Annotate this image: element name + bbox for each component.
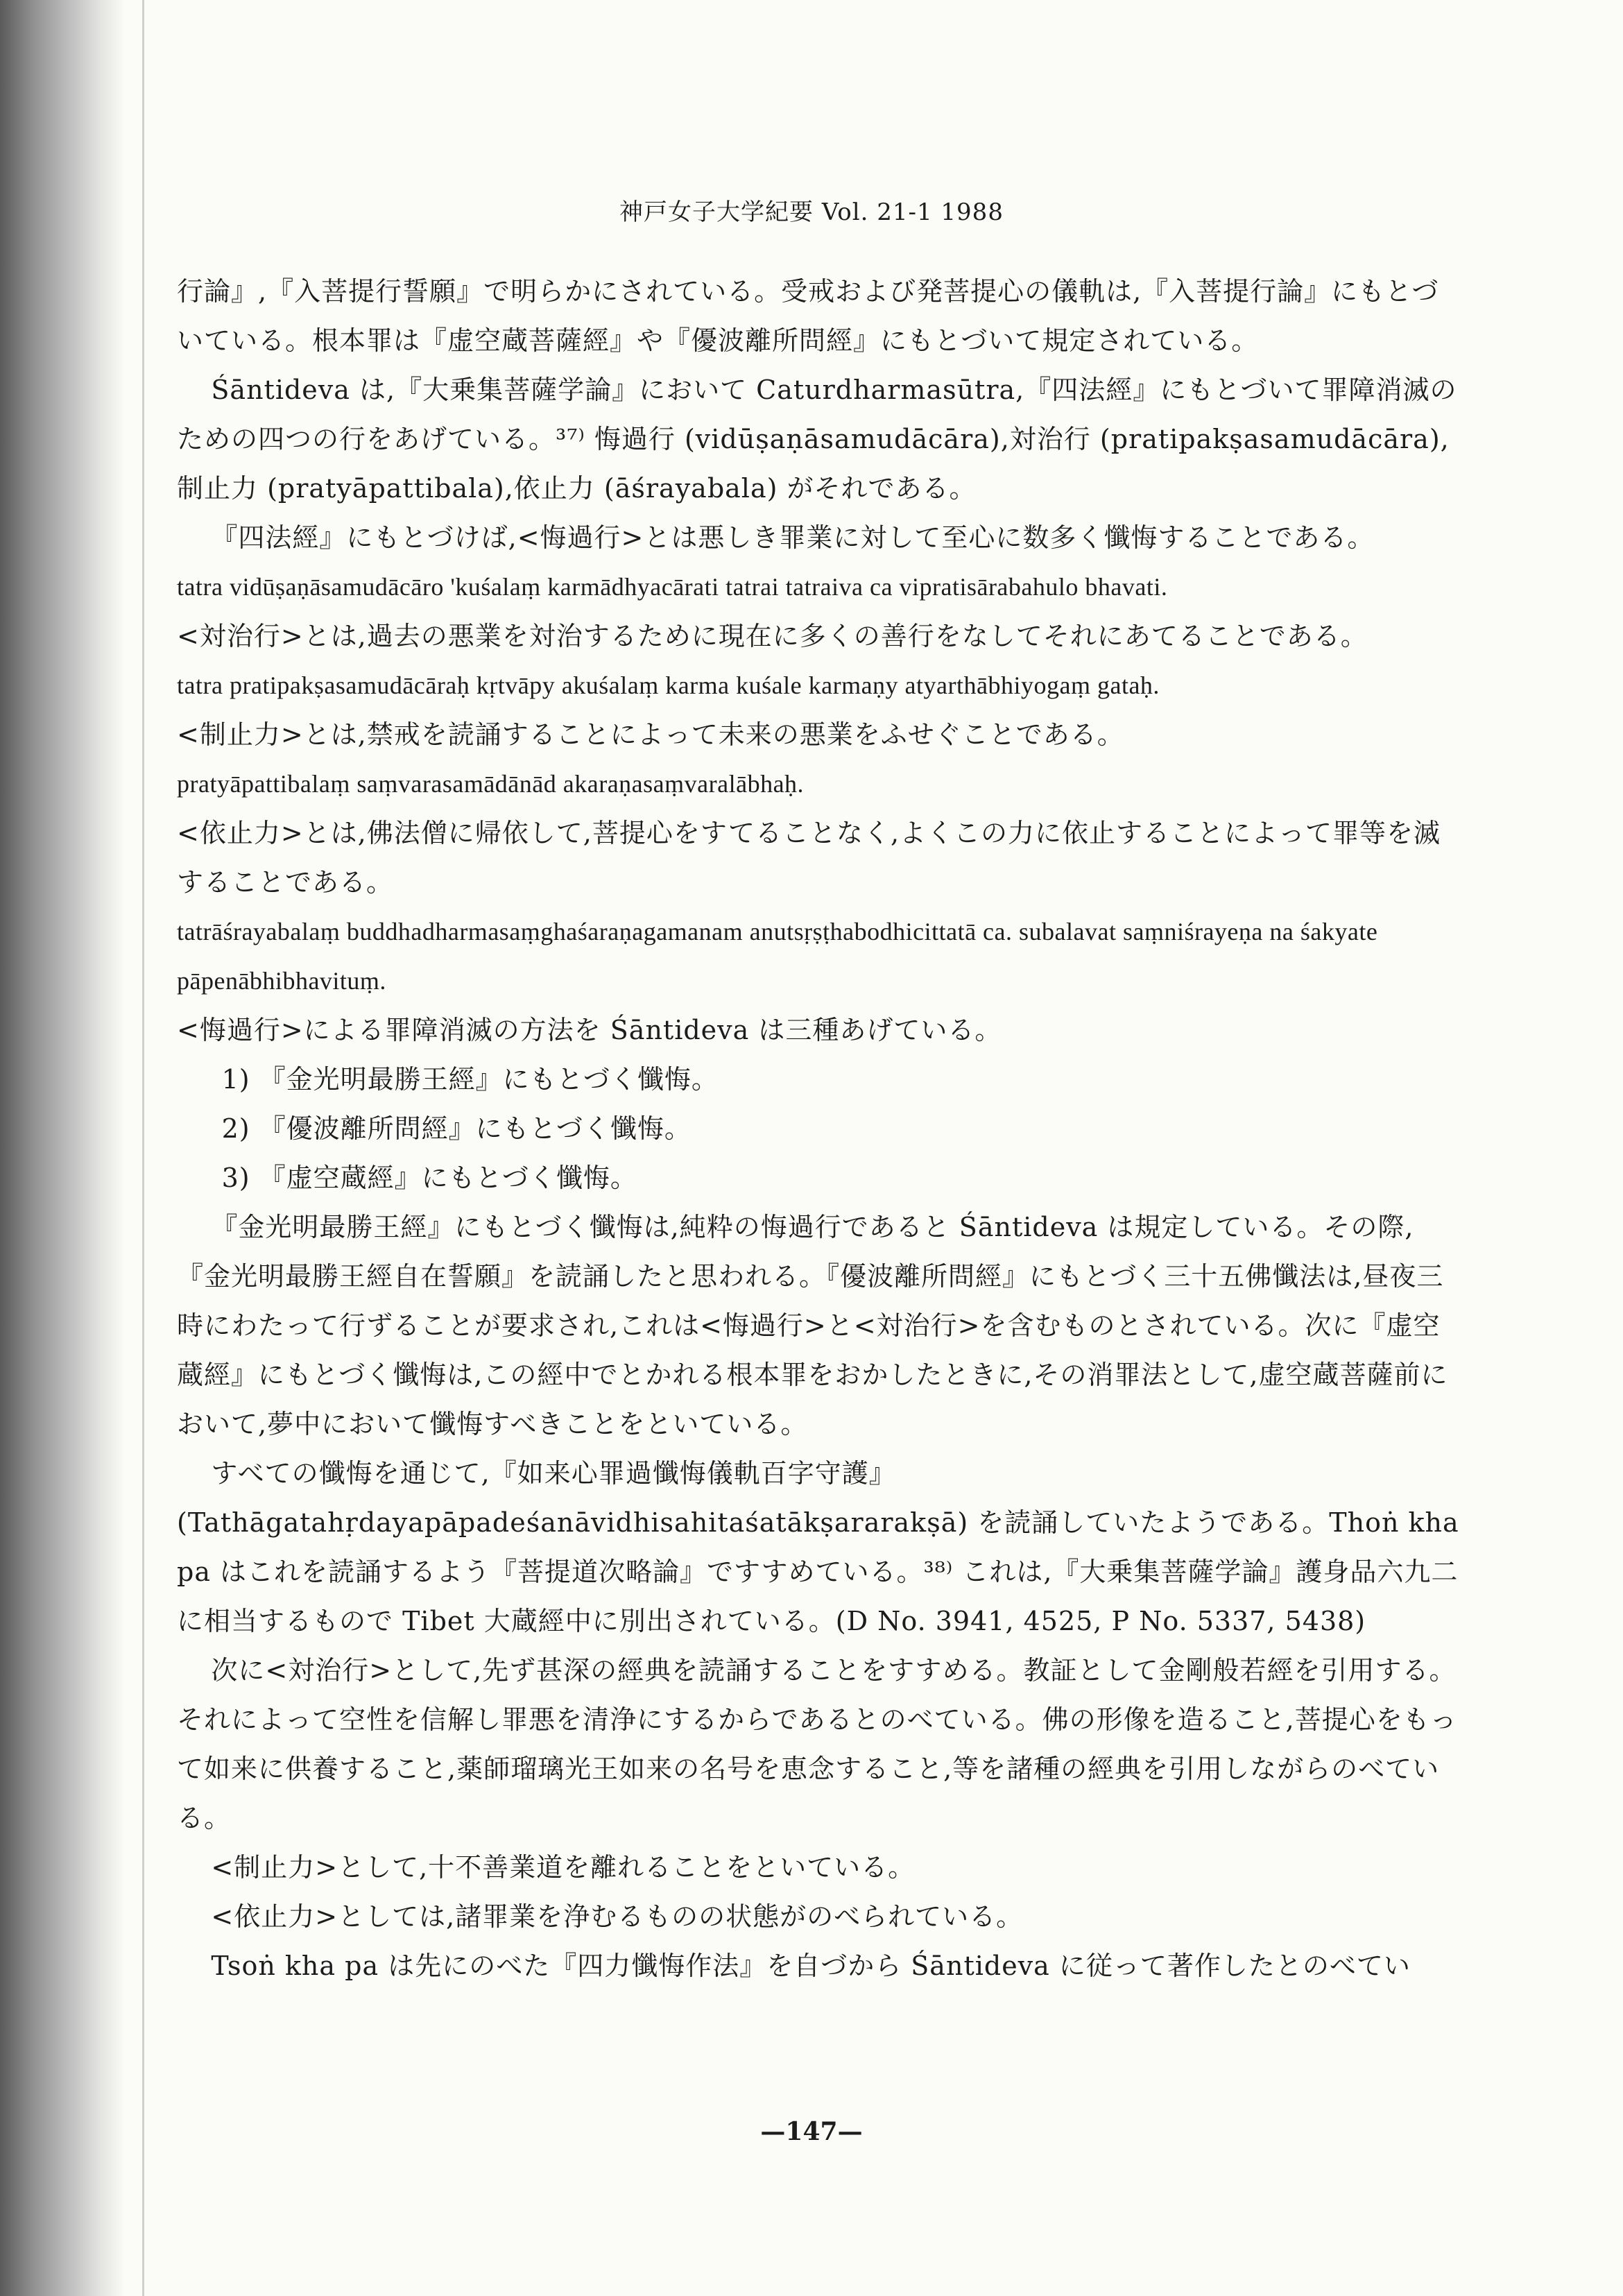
paragraph: <制止力>とは,禁戒を読誦することによって未来の悪業をふせぐことである。	[177, 719, 1124, 750]
paragraph: 行論』,『入菩提行誓願』で明らかにされている。受戒および発菩提心の儀軌は,『入菩提行論』にもとづいている。根本罪は『虚空蔵菩薩經』や『優波離所問經』にもとづいて規定されている。	[177, 276, 1439, 356]
paragraph: Śāntideva は,『大乗集菩薩学論』において Caturdharmasūtra,『四法經』にもとづいて罪障消滅のための四つの行をあげている。³⁷⁾ 悔過行 (vidūṣaṇāsamudācāra),対治行 (pratipakṣasamudācāra),制止力 (pratyāpattibala),依止力 (āśrayabala) がそれである。	[177, 375, 1457, 504]
body-text	[177, 267, 1460, 1991]
sanskrit-quote: tatrāśrayabalaṃ buddhadharmasaṃghaśaraṇagamanam anutsṛṣṭhabodhicittatā ca. subalavat saṃniśrayeṇa na śakyate pāpenābhibhavituṃ.	[177, 918, 1378, 995]
paragraph: 『四法經』にもとづけば,<悔過行>とは悪しき罪業に対して至心に数多く懺悔することである。	[211, 522, 1375, 553]
paragraph: すべての懺悔を通じて,『如来心罪過懺悔儀軌百字守護』(Tathāgatahṛdayapāpadeśanāvidhisahitaśatākṣararakṣā) を読誦していたようである。Thoṅ kha pa はこれを読誦するよう『菩提道次略論』ですすめている。³⁸⁾ これは,『大乗集菩薩学論』護身品六九二に相当するもので Tibet 大蔵經中に別出されている。(D No. 3941, 4525, P No. 5337, 5438)	[177, 1458, 1459, 1636]
sanskrit-quote: pratyāpattibalaṃ saṃvarasamādānād akaraṇasaṃvaralābhaḥ.	[177, 770, 805, 798]
running-header: 神戸女子大学紀要 Vol. 21-1 1988	[619, 198, 1004, 226]
scan-shadow-edge	[0, 0, 125, 2296]
paragraph: Tsoṅ kha pa は先にのべた『四力懺悔作法』を自づから Śāntideva に従って著作したとのべてい	[211, 1951, 1411, 1981]
paragraph: <依止力>とは,佛法僧に帰依して,菩提心をすてることなく,よくこの力に依止することによって罪等を滅することである。	[177, 818, 1441, 898]
paragraph: 次に<対治行>として,先ず甚深の經典を読誦することをすすめる。教証として金剛般若經を引用する。それによって空性を信解し罪悪を清浄にするからであるとのべている。佛の形像を造ること,菩提心をもって如来に供養すること,薬師瑠璃光王如来の名号を恵念すること,等を諸種の經典を引用しながらのべている。	[177, 1655, 1457, 1833]
sanskrit-quote: tatra vidūṣaṇāsamudācāro 'kuśalaṃ karmādhyacārati tatrai tatraiva ca vipratisārabahulo bhavati.	[177, 573, 1168, 601]
list-item: 1) 『金光明最勝王經』にもとづく懺悔。	[221, 1064, 719, 1095]
scan-binding-line	[142, 0, 144, 2296]
paragraph: <制止力>として,十不善業道を離れることをといている。	[211, 1852, 916, 1883]
list-item: 3) 『虚空蔵經』にもとづく懺悔。	[221, 1163, 637, 1193]
paragraph: <依止力>としては,諸罪業を浄むるものの状態がのべられている。	[211, 1901, 1024, 1932]
sanskrit-quote: tatra pratipakṣasamudācāraḥ kṛtvāpy akuśalaṃ karma kuśale karmaṇy atyarthābhiyogaṃ gataḥ.	[177, 671, 1160, 699]
list-item: 2) 『優波離所問經』にもとづく懺悔。	[221, 1113, 692, 1144]
paragraph: <対治行>とは,過去の悪業を対治するために現在に多くの善行をなしてそれにあてることである。	[177, 621, 1368, 651]
paragraph: 『金光明最勝王經』にもとづく懺悔は,純粋の悔過行であると Śāntideva は規定している。その際,『金光明最勝王經自在誓願』を読誦したと思われる。『優波離所問經』にもとづく三十五佛懺法は,昼夜三時にわたって行ずることが要求され,これは<悔過行>と<対治行>を含むものとされている。次に『虚空蔵經』にもとづく懺悔は,この經中でとかれる根本罪をおかしたときに,その消罪法として,虚空蔵菩薩前において,夢中において懺悔すべきことをといている。	[177, 1212, 1448, 1439]
paragraph: <悔過行>による罪障消滅の方法を Śāntideva は三種あげている。	[177, 1015, 1002, 1045]
page-number: —147—	[760, 2117, 863, 2146]
